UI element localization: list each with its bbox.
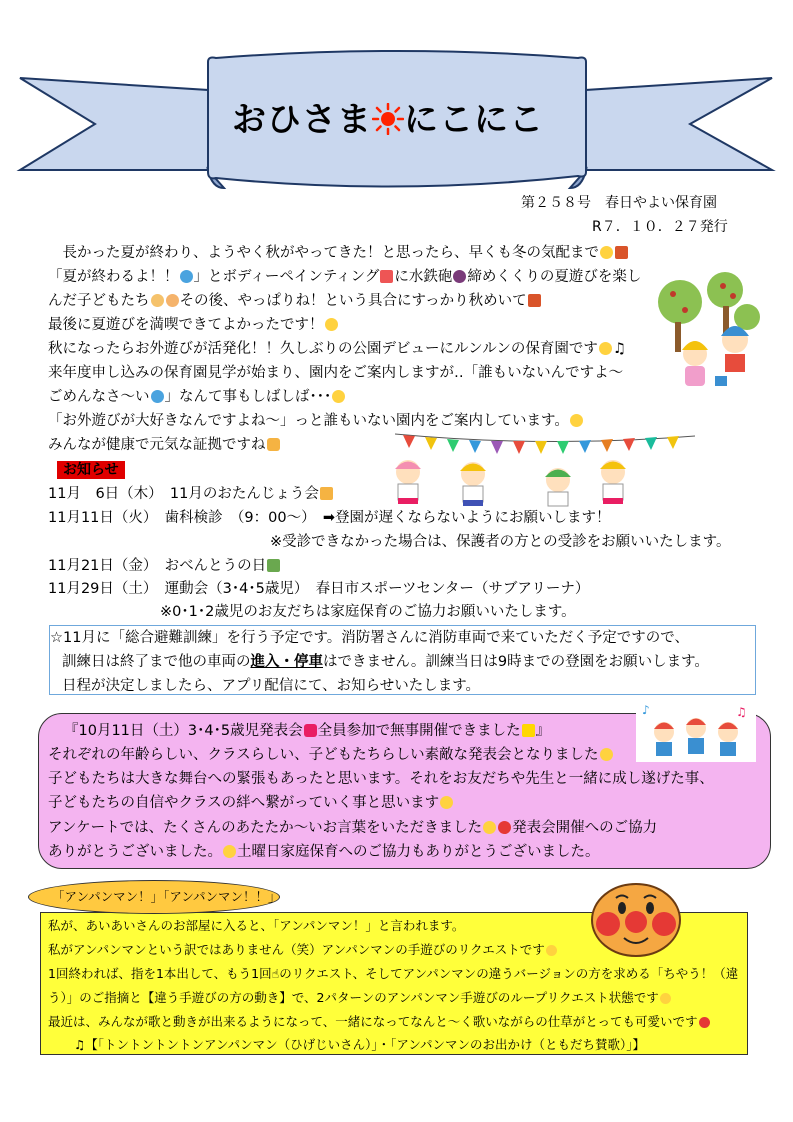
intro-line-9: みんなが健康で元気な証拠ですね — [48, 435, 281, 455]
children-playing-illustration — [655, 272, 760, 402]
recital-line-5: ありがとうございました。 土曜日家庭保育へのご協力もありがとうございました。 — [48, 844, 600, 860]
grinning-face-icon — [600, 748, 613, 761]
sun-icon — [372, 103, 404, 135]
notice-line-2: 訓練日は終了まで他の車両の進入・停車はできません。訓練当日は9時までの登園をお願いします。 — [62, 654, 709, 670]
smiling-face-icon — [483, 821, 496, 834]
child-face-icon — [151, 294, 164, 307]
intro-line-5: 秋になったらお外遊びが活発化！！久しぶりの公園デビューにルンルンの保育園です ♫ — [48, 341, 626, 357]
heart-icon — [498, 821, 511, 834]
anpanman-line-6: ♫【「トントントントンアンパンマン（ひげじいさん）」・「アンパンマンのお出かけ（ともだち賛歌）」】 — [74, 1037, 645, 1052]
event-item: 11月29日（土） 運動会（3･4･5歳児） 春日市スポーツセンター（サブアリーナ） — [48, 581, 590, 597]
relieved-face-icon — [223, 845, 236, 858]
page-title: おひさま にこにこ — [232, 100, 544, 140]
grinning-face-icon — [546, 945, 557, 956]
singing-children-illustration — [636, 700, 756, 762]
svg-text:♪: ♪ — [642, 703, 650, 717]
laughing-face-icon — [325, 318, 338, 331]
bento-box-icon — [267, 559, 280, 572]
intro-line-3: んだ子どもたち その後、やっぱりね！という具合にすっかり秋めいて — [48, 291, 542, 311]
anpanman-line-3: 1回終われば、指を1本出して、もう1回☝のリクエスト、そしてアンパンマンの違うバージョンの方を求める「ちやう！（違 — [48, 966, 739, 981]
recital-line-4: アンケートでは、たくさんのあたたか～いお言葉をいただきました 発表会開催へのご協力 — [48, 820, 658, 836]
birthday-cake-icon — [320, 487, 333, 500]
intro-line-4: 最後に夏遊びを満喫できてよかったです！ — [48, 315, 339, 335]
intro-line-1: 長かった夏が終わり、ようやく秋がやってきた！と思ったら、早くも冬の気配まで — [48, 243, 629, 263]
recital-line-3: 子どもたちの自信やクラスの絆へ繋がっていく事と思います — [48, 793, 454, 813]
grin-face-icon — [570, 414, 583, 427]
event-item: 11月11日（火） 歯科検診 （9：00～） ➡登園が遅くならないようにお願いします！ — [48, 510, 611, 526]
intro-line-8: 「お外遊びが大好きなんですよね～」っと誰もいない園内をご案内しています。 — [48, 411, 584, 431]
flexed-arm-icon — [267, 438, 280, 451]
anpanman-heading: 「アンパンマン！」「アンパンマン！！」 — [52, 889, 281, 904]
anpanman-line-1: 私が、あいあいさんのお部屋に入ると、「アンパンマン！」と言われます。 — [48, 918, 465, 933]
anpanman-line-2: 私がアンパンマンという訳ではありません（笑）アンパンマンの手遊びのリクエストです — [48, 940, 558, 960]
intro-line-7: ごめんなさ～い 」なんて事もしばしば･･･ — [48, 387, 346, 407]
paintbrush-icon — [380, 270, 393, 283]
notice-line-1: ☆11月に「総合避難訓練」を行う予定です。消防署さんに消防車両で来ていただく予定ですので、 — [50, 630, 689, 646]
event-item: 11月21日（金） おべんとうの日 — [48, 556, 281, 576]
event-note: ※受診できなかった場合は、保護者の方との受診をお願いいたします。 — [270, 534, 731, 550]
pointing-finger-icon: ☝ — [271, 966, 280, 981]
right-arrow-icon: ➡ — [322, 510, 335, 526]
event-item: 11月 6日（木） 11月のおたんじょう会 — [48, 484, 334, 504]
water-drops-icon — [180, 270, 193, 283]
surprised-face-icon — [600, 246, 613, 259]
ribbon-icon — [304, 724, 317, 737]
oshirase-label: お知らせ — [57, 461, 125, 479]
water-drops-icon — [151, 390, 164, 403]
recital-line-2: 子どもたちは大きな舞台への緊張もあったと思います。それをお友だちや先生と一緒に成し遂げた事、 — [48, 771, 714, 787]
issue-number: 第２５８号 春日やよい保育園 — [521, 195, 717, 211]
svg-text:♫: ♫ — [736, 705, 747, 719]
anpanman-line-5: 最近は、みんなが歌と動きが出来るようになって、一緒になってなんと～く歌いながらの仕草がとっても可愛いです — [48, 1012, 711, 1032]
children-running-illustration — [378, 450, 653, 512]
sweat-smile-icon — [332, 390, 345, 403]
sparkles-icon — [522, 724, 535, 737]
notice-line-3: 日程が決定しましたら、アプリ配信にて、お知らせいたします。 — [62, 678, 481, 694]
recital-heading: 『10月11日（土）3･4･5歳児発表会 全員参加で無事開催できました 』 — [64, 723, 551, 739]
anpanman-line-4: う）」のご指摘と【違う手遊びの方の動き】で、2パターンのアンパンマン手遊びのループリクエスト状態です — [48, 988, 672, 1008]
event-note: ※0･1･2歳児のお友だちは家庭保育のご協力お願いいたします。 — [160, 604, 576, 620]
grinning-face-icon — [599, 342, 612, 355]
music-notes-icon — [453, 270, 466, 283]
heart-icon — [699, 1017, 710, 1028]
smiling-face-icon — [440, 796, 453, 809]
child-face-icon — [166, 294, 179, 307]
issue-date: R７．１０．２７発行 — [592, 219, 728, 235]
maple-leaf-icon — [615, 246, 628, 259]
grinning-face-icon — [660, 993, 671, 1004]
recital-line-1: それぞれの年齢らしい、クラスらしい、子どもたちらしい素敵な発表会となりました — [48, 745, 614, 765]
maple-leaf-icon — [528, 294, 541, 307]
intro-line-6: 来年度申し込みの保育園見学が始まり、園内をご案内しますが‥「誰もいないんですよ～ — [48, 365, 624, 381]
intro-line-2: 「夏が終わるよ！！ 」とボディーペインティング に水鉄砲 締めくくりの夏遊びを楽し — [48, 269, 642, 285]
anpanman-face-illustration — [586, 878, 686, 958]
